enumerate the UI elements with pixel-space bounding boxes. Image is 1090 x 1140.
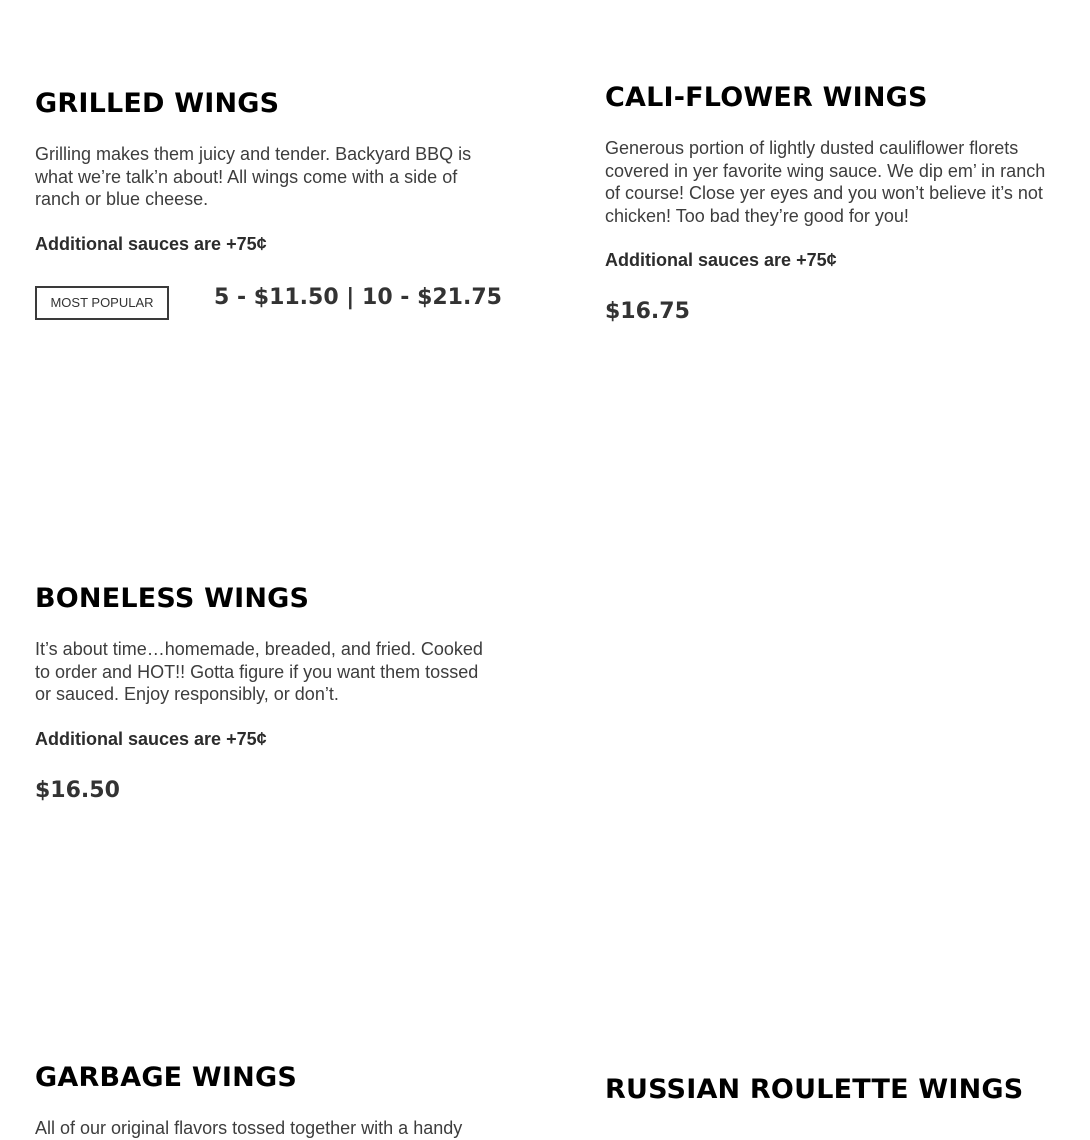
item-description: Grilling makes them juicy and tender. Backyard BBQ is what we’re talk’n about! All wings come with a side of ranch or blue cheese. (35, 144, 472, 210)
item-price: $16.75 (605, 299, 690, 325)
menu-item-cali-flower-wings (605, 82, 1060, 325)
sauce-note: Additional sauces are +75¢ (35, 728, 267, 749)
item-title: GRILLED WINGS (35, 88, 280, 119)
item-description: It’s about time…homemade, breaded, and fried. Cooked to order and HOT!! Gotta figure if you want them tossed or sauced. Enjoy responsibly, or don’t. (35, 639, 483, 705)
item-description: Generous portion of lightly dusted cauliflower florets covered in yer favorite wing sauce. We dip em’ in ranch of course! Close yer eyes and you won’t believe it’s not chicken! Too bad they’re good for you! (605, 138, 1046, 226)
sauce-note: Additional sauces are +75¢ (35, 233, 267, 254)
item-title: RUSSIAN ROULETTE WINGS (605, 1074, 1024, 1105)
sauce-note: Additional sauces are +75¢ (605, 250, 837, 271)
menu-item-grilled-wings (35, 88, 502, 310)
item-title: BONELESS WINGS (35, 583, 310, 614)
most-popular-badge[interactable]: MOST POPULAR (35, 286, 169, 320)
item-title: GARBAGE WINGS (35, 1062, 297, 1093)
item-title: CALI-FLOWER WINGS (605, 82, 928, 113)
menu-item-garbage-wings (35, 1062, 495, 1140)
menu-item-russian-roulette-wings (605, 1074, 1075, 1106)
item-price: $16.50 (35, 777, 120, 803)
menu-item-boneless-wings (35, 583, 495, 804)
item-price: 5 - $11.50 | 10 - $21.75 (214, 285, 502, 310)
item-description: All of our original flavors tossed together with a handy (35, 1118, 463, 1138)
